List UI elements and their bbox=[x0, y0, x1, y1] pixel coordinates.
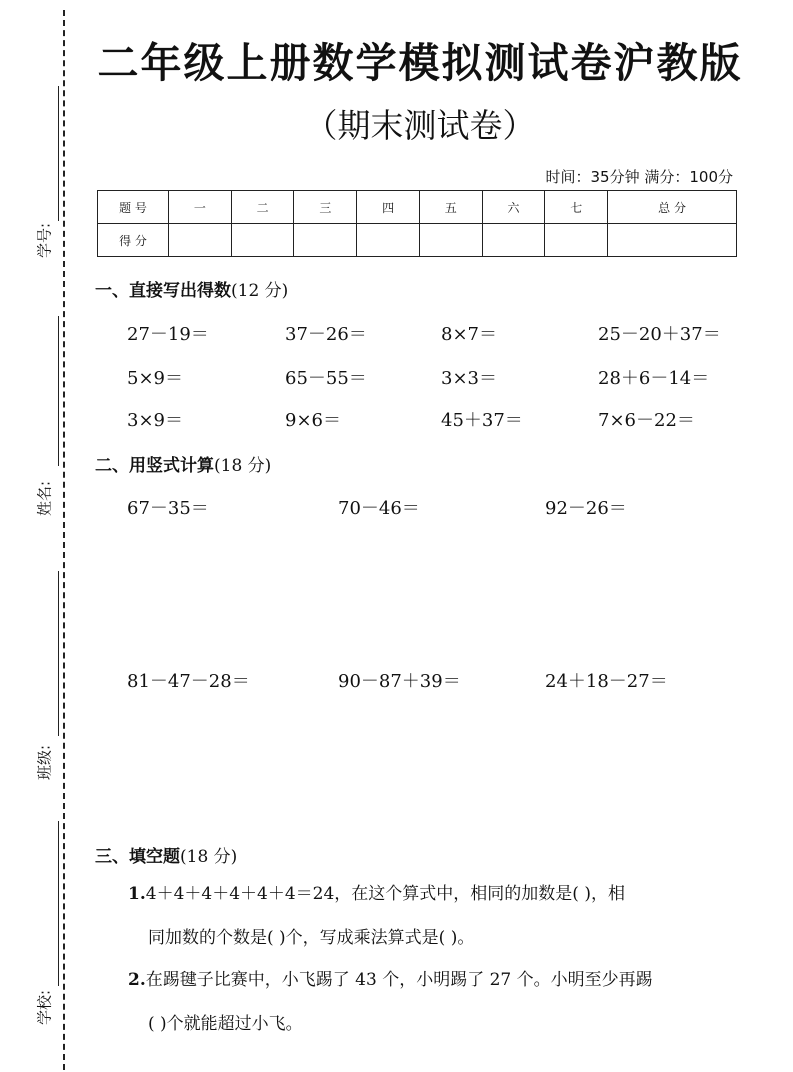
score-table-cell: 二 bbox=[231, 191, 294, 224]
question-2-text-1: 在踢毽子比赛中，小飞踢了 43 个，小明踢了 27 个。小明至少再踢 bbox=[145, 970, 653, 990]
score-input-cell[interactable] bbox=[294, 224, 357, 257]
exam-meta: 时间：35分钟 满分：100分 bbox=[545, 168, 733, 186]
section2-title bbox=[95, 451, 271, 476]
student-id-field bbox=[18, 80, 58, 270]
binding-dashed-line bbox=[63, 10, 65, 1070]
fill-blank-question-2 bbox=[128, 958, 748, 1046]
question-1-line-2: 同加数的个数是( )个，写成乘法算式是( )。 bbox=[148, 928, 475, 948]
mental-math-item: 25－20＋37＝ bbox=[598, 324, 721, 345]
score-input-cell[interactable] bbox=[482, 224, 545, 257]
mental-math-item: 9×6＝ bbox=[285, 410, 341, 431]
class-field bbox=[18, 565, 58, 785]
score-table-cell: 一 bbox=[169, 191, 232, 224]
mental-math-item: 5×9＝ bbox=[127, 368, 183, 389]
section1-title-text: 一、直接写出得数 bbox=[95, 281, 231, 301]
question-2-line-1 bbox=[128, 958, 748, 1002]
section1-points: (12 分) bbox=[231, 281, 289, 301]
question-2-line-2: ( )个就能超过小飞。 bbox=[148, 1014, 303, 1034]
mental-math-item: 45＋37＝ bbox=[441, 410, 523, 431]
score-table-cell: 三 bbox=[294, 191, 357, 224]
school-label: 学校: bbox=[35, 989, 54, 1026]
vertical-calc-item: 92－26＝ bbox=[545, 498, 627, 519]
class-label: 班级: bbox=[35, 744, 54, 781]
score-input-cell[interactable] bbox=[231, 224, 294, 257]
score-table bbox=[97, 190, 737, 257]
question-1-line-1 bbox=[128, 872, 748, 916]
student-id-line bbox=[58, 86, 59, 221]
section3-title bbox=[95, 842, 237, 867]
question-2-number: 2. bbox=[128, 970, 146, 990]
mental-math-item: 27－19＝ bbox=[127, 324, 209, 345]
score-input-cell[interactable] bbox=[545, 224, 608, 257]
fill-blank-question-1 bbox=[128, 872, 748, 960]
score-input-cell[interactable] bbox=[357, 224, 420, 257]
mental-math-item: 37－26＝ bbox=[285, 324, 367, 345]
school-field bbox=[18, 815, 58, 1045]
vertical-calc-item: 81－47－28＝ bbox=[127, 671, 250, 692]
score-table-score-row bbox=[98, 224, 737, 257]
mental-math-item: 3×9＝ bbox=[127, 410, 183, 431]
vertical-calc-item: 90－87＋39＝ bbox=[338, 671, 461, 692]
score-table-cell: 五 bbox=[419, 191, 482, 224]
score-row-label: 得 分 bbox=[98, 224, 169, 257]
section2-title-text: 二、用竖式计算 bbox=[95, 456, 214, 476]
section1-title bbox=[95, 276, 288, 301]
score-input-cell[interactable] bbox=[419, 224, 482, 257]
section2-points: (18 分) bbox=[214, 456, 272, 476]
student-name-line bbox=[58, 316, 59, 466]
score-input-cell[interactable] bbox=[169, 224, 232, 257]
score-table-cell: 七 bbox=[545, 191, 608, 224]
vertical-calc-item: 67－35＝ bbox=[127, 498, 209, 519]
score-table-cell: 六 bbox=[482, 191, 545, 224]
score-input-cell[interactable] bbox=[608, 224, 737, 257]
score-table-cell: 四 bbox=[357, 191, 420, 224]
class-line bbox=[58, 571, 59, 736]
vertical-calc-item: 24＋18－27＝ bbox=[545, 671, 668, 692]
vertical-calc-item: 70－46＝ bbox=[338, 498, 420, 519]
student-name-label: 姓名: bbox=[35, 480, 54, 517]
question-1-number: 1. bbox=[128, 884, 146, 904]
score-table-cell: 题 号 bbox=[98, 191, 169, 224]
score-table-header-row bbox=[98, 191, 737, 224]
mental-math-item: 7×6－22＝ bbox=[598, 410, 695, 431]
student-id-label: 学号: bbox=[35, 222, 54, 259]
school-line bbox=[58, 821, 59, 986]
question-1-text-1: 4＋4＋4＋4＋4＋4＝24，在这个算式中，相同的加数是( )，相 bbox=[145, 884, 625, 904]
mental-math-item: 28＋6－14＝ bbox=[598, 368, 710, 389]
mental-math-item: 8×7＝ bbox=[441, 324, 497, 345]
page-title: 二年级上册数学模拟测试卷沪教版 bbox=[97, 39, 743, 87]
section3-title-text: 三、填空题 bbox=[95, 847, 180, 867]
section3-points: (18 分) bbox=[180, 847, 238, 867]
page-subtitle: （期末测试卷） bbox=[304, 106, 536, 145]
mental-math-item: 65－55＝ bbox=[285, 368, 367, 389]
mental-math-item: 3×3＝ bbox=[441, 368, 497, 389]
score-table-cell: 总 分 bbox=[608, 191, 737, 224]
student-name-field bbox=[18, 310, 58, 530]
